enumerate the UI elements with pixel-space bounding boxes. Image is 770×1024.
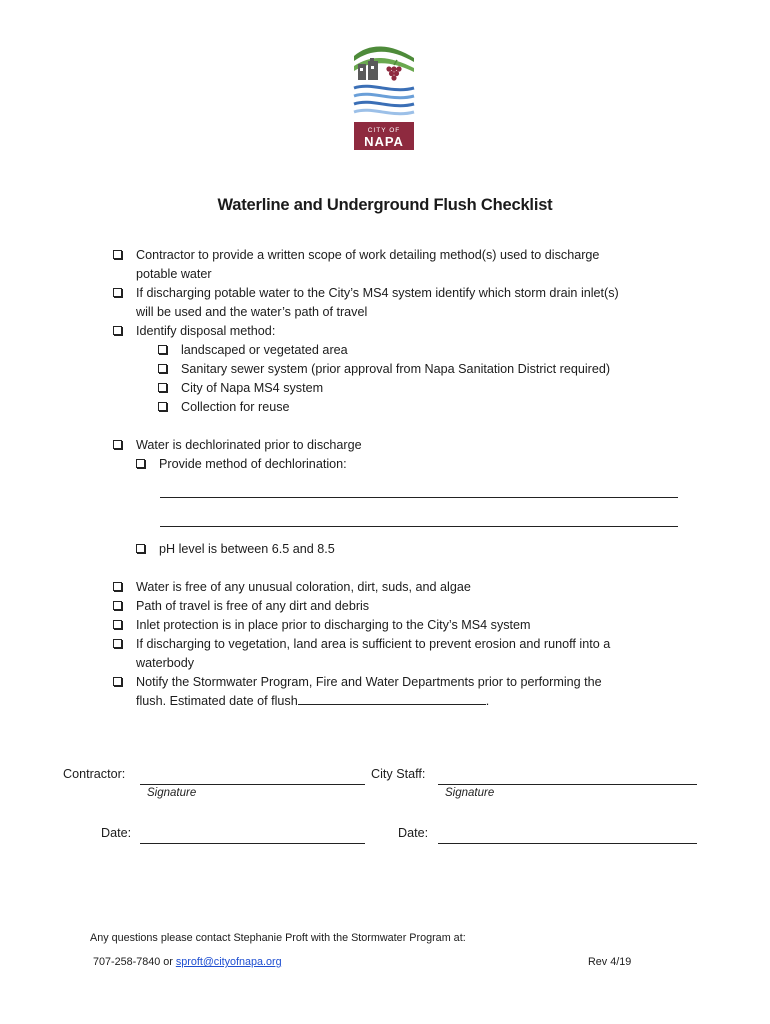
checkbox-icon[interactable] [113, 440, 122, 449]
logo-text-bottom: NAPA [364, 134, 404, 149]
city-staff-label: City Staff: [371, 767, 426, 781]
disposal-option-ms4 [158, 379, 678, 398]
checkbox-icon[interactable] [113, 250, 122, 259]
checkbox-icon[interactable] [113, 620, 122, 629]
contractor-label: Contractor: [63, 767, 126, 781]
checklist-item-ph [136, 540, 536, 559]
checkbox-icon[interactable] [158, 345, 167, 354]
checklist-item-ms4 [113, 284, 693, 322]
city-staff-signature-caption: Signature [445, 787, 495, 799]
contractor-signature-caption: Signature [147, 787, 197, 799]
option-text: Collection for reuse [181, 400, 290, 414]
item-text: If discharging to vegetation, land area is sufficient to prevent erosion and runoff into a [136, 637, 611, 651]
footer-phone: 707-258-7840 or [93, 956, 173, 968]
option-text: City of Napa MS4 system [181, 381, 324, 395]
checkbox-icon[interactable] [113, 677, 122, 686]
checkbox-icon[interactable] [113, 639, 122, 648]
checkbox-icon[interactable] [113, 601, 122, 610]
city-staff-date-label: Date: [398, 826, 429, 840]
city-staff-signature-field[interactable] [438, 784, 697, 785]
checklist-item-path-free [113, 597, 673, 616]
disposal-option-landscaped [158, 341, 678, 360]
flush-date-label: flush. Estimated date of flush [136, 694, 298, 708]
checklist-item-dechlorinated [113, 436, 513, 455]
checkbox-icon[interactable] [113, 582, 122, 591]
checklist-item-scope [113, 246, 673, 284]
footer-contact-text: Any questions please contact Stephanie Proft with the Stormwater Program at: [90, 932, 466, 944]
item-text: Water is dechlorinated prior to discharge [136, 438, 362, 452]
checklist-item-notify [113, 673, 693, 711]
footer-email-link[interactable]: sproft@cityofnapa.org [175, 956, 282, 968]
item-text: pH level is between 6.5 and 8.5 [159, 542, 335, 556]
contractor-signature-field[interactable] [140, 784, 365, 785]
footer-contact-line [93, 956, 282, 968]
dechlor-method-line-2[interactable] [160, 526, 678, 527]
checkbox-icon[interactable] [158, 364, 167, 373]
item-text: Provide method of dechlorination: [159, 457, 347, 471]
item-text: Path of travel is free of any dirt and debris [136, 599, 370, 613]
checklist-item-inlet [113, 616, 673, 635]
item-text: If discharging potable water to the City’s MS4 system identify which storm drain inlet(s) [136, 286, 619, 300]
checkbox-icon[interactable] [136, 459, 145, 468]
item-text: Notify the Stormwater Program, Fire and Water Departments prior to performing the [136, 675, 602, 689]
page-title: Waterline and Underground Flush Checklist [217, 196, 553, 214]
item-text: will be used and the water’s path of travel [136, 305, 368, 319]
disposal-option-sanitary-sewer [158, 360, 678, 379]
option-text: landscaped or vegetated area [181, 343, 348, 357]
checklist-item-dechlor-method [136, 455, 536, 474]
checkbox-icon[interactable] [136, 544, 145, 553]
city-staff-date-field[interactable] [438, 843, 697, 844]
disposal-option-reuse [158, 398, 678, 417]
footer-revision: Rev 4/19 [588, 956, 632, 968]
flush-date-period: . [485, 694, 490, 708]
checkbox-icon[interactable] [158, 402, 167, 411]
item-text: waterbody [136, 656, 195, 670]
logo-text-top: CITY OF [367, 127, 401, 134]
city-of-napa-logo [352, 44, 416, 152]
checklist-item-vegetation [113, 635, 693, 673]
checkbox-icon[interactable] [113, 326, 122, 335]
item-text: potable water [136, 267, 212, 281]
contractor-date-label: Date: [101, 826, 132, 840]
checklist-item-disposal [113, 322, 513, 341]
item-text: Inlet protection is in place prior to discharging to the City’s MS4 system [136, 618, 531, 632]
checkbox-icon[interactable] [113, 288, 122, 297]
item-text-flush-date [113, 692, 693, 711]
flush-date-field[interactable] [298, 692, 486, 705]
checklist-item-free-color [113, 578, 673, 597]
item-text: Water is free of any unusual coloration, dirt, suds, and algae [136, 580, 471, 594]
item-text: Contractor to provide a written scope of work detailing method(s) used to discharge [136, 248, 600, 262]
item-text: Identify disposal method: [136, 324, 276, 338]
checkbox-icon[interactable] [158, 383, 167, 392]
dechlor-method-line-1[interactable] [160, 497, 678, 498]
option-text: Sanitary sewer system (prior approval from Napa Sanitation District required) [181, 362, 611, 376]
contractor-date-field[interactable] [140, 843, 365, 844]
